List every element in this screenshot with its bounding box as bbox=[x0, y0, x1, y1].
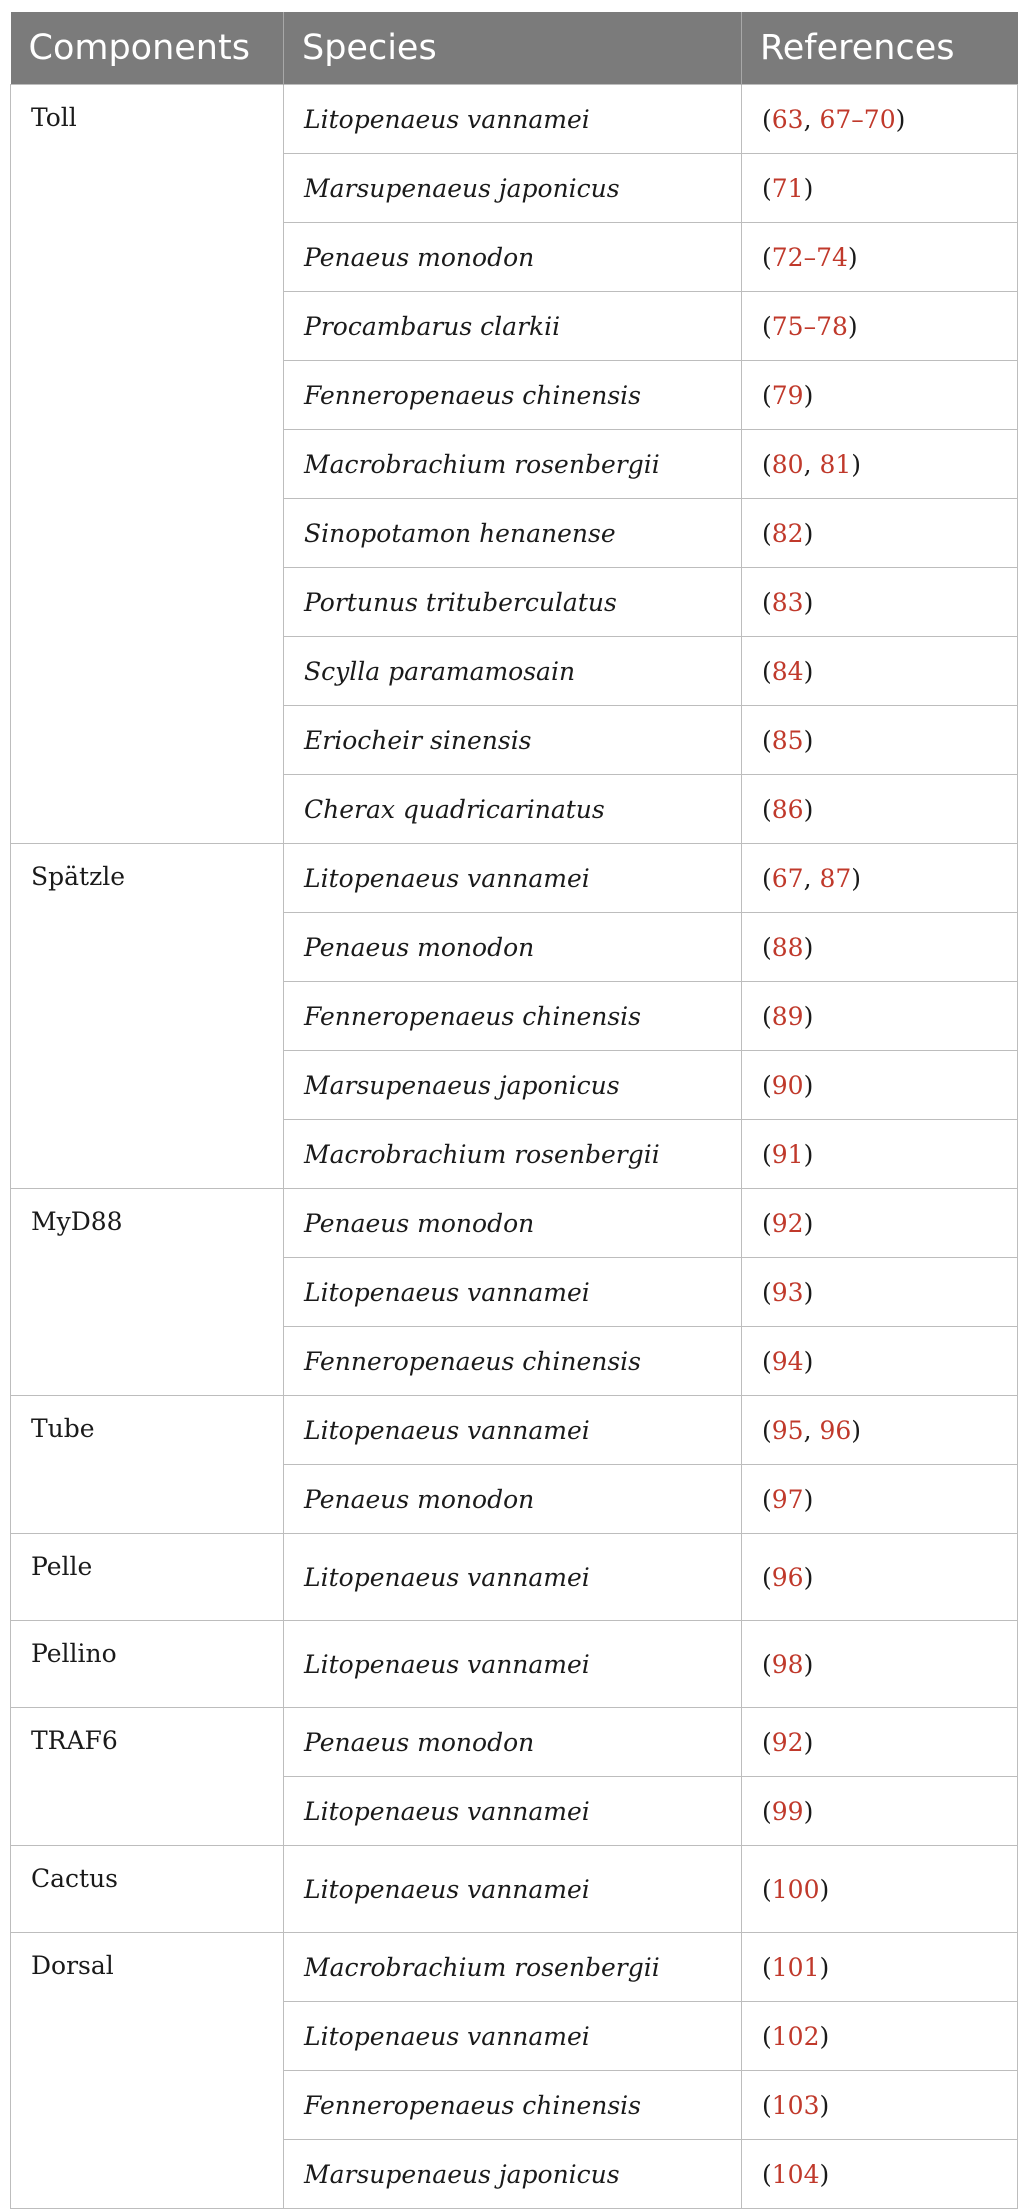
component-cell: Dorsal bbox=[11, 1933, 284, 2209]
table-row bbox=[11, 85, 1018, 154]
components-table-container bbox=[10, 12, 1017, 2209]
close-paren: ) bbox=[819, 2159, 830, 2189]
references-cell bbox=[742, 1189, 1018, 1258]
reference-link[interactable]: 92 bbox=[771, 1208, 804, 1238]
close-paren: ) bbox=[851, 449, 862, 479]
species-cell: Procambarus clarkii bbox=[284, 292, 742, 361]
close-paren: ) bbox=[803, 656, 814, 686]
references-cell bbox=[742, 1846, 1018, 1933]
close-paren: ) bbox=[819, 2021, 830, 2051]
species-cell: Litopenaeus vannamei bbox=[284, 85, 742, 154]
references-cell bbox=[742, 1465, 1018, 1534]
references-cell bbox=[742, 292, 1018, 361]
close-paren: ) bbox=[847, 311, 858, 341]
table-row bbox=[11, 1534, 1018, 1621]
header-species: Species bbox=[284, 12, 742, 85]
open-paren: ( bbox=[762, 1649, 772, 1679]
header-components: Components bbox=[11, 12, 284, 85]
table-row bbox=[11, 1846, 1018, 1933]
open-paren: ( bbox=[762, 449, 772, 479]
close-paren: ) bbox=[803, 1139, 814, 1169]
open-paren: ( bbox=[762, 1562, 772, 1592]
close-paren: ) bbox=[803, 380, 814, 410]
open-paren: ( bbox=[762, 242, 772, 272]
species-cell: Penaeus monodon bbox=[284, 1189, 742, 1258]
references-cell bbox=[742, 913, 1018, 982]
open-paren: ( bbox=[762, 1208, 772, 1238]
close-paren: ) bbox=[803, 1277, 814, 1307]
species-cell: Litopenaeus vannamei bbox=[284, 1777, 742, 1846]
close-paren: ) bbox=[847, 242, 858, 272]
references-cell bbox=[742, 844, 1018, 913]
references-cell bbox=[742, 1120, 1018, 1189]
species-cell: Litopenaeus vannamei bbox=[284, 1534, 742, 1621]
reference-link[interactable]: 99 bbox=[771, 1796, 804, 1826]
open-paren: ( bbox=[762, 1796, 772, 1826]
reference-link[interactable]: 103 bbox=[771, 2090, 820, 2120]
table-row bbox=[11, 1396, 1018, 1465]
species-cell: Litopenaeus vannamei bbox=[284, 1396, 742, 1465]
close-paren: ) bbox=[803, 1796, 814, 1826]
reference-link[interactable]: 100 bbox=[771, 1874, 820, 1904]
close-paren: ) bbox=[819, 2090, 830, 2120]
open-paren: ( bbox=[762, 1415, 772, 1445]
reference-link[interactable]: 96 bbox=[819, 1415, 852, 1445]
component-cell: TRAF6 bbox=[11, 1708, 284, 1846]
open-paren: ( bbox=[762, 1001, 772, 1031]
open-paren: ( bbox=[762, 725, 772, 755]
species-cell: Litopenaeus vannamei bbox=[284, 1846, 742, 1933]
reference-link[interactable]: 87 bbox=[819, 863, 852, 893]
species-cell: Cherax quadricarinatus bbox=[284, 775, 742, 844]
species-cell: Litopenaeus vannamei bbox=[284, 2002, 742, 2071]
reference-link[interactable]: 67 bbox=[771, 863, 804, 893]
close-paren: ) bbox=[803, 1562, 814, 1592]
reference-link[interactable]: 91 bbox=[771, 1139, 804, 1169]
species-cell: Fenneropenaeus chinensis bbox=[284, 2071, 742, 2140]
components-species-references-table bbox=[10, 12, 1018, 2209]
header-references: References bbox=[742, 12, 1018, 85]
reference-link[interactable]: 67–70 bbox=[819, 104, 896, 134]
open-paren: ( bbox=[762, 794, 772, 824]
open-paren: ( bbox=[762, 1346, 772, 1376]
species-cell: Litopenaeus vannamei bbox=[284, 1621, 742, 1708]
open-paren: ( bbox=[762, 380, 772, 410]
open-paren: ( bbox=[762, 1277, 772, 1307]
open-paren: ( bbox=[762, 1139, 772, 1169]
reference-link[interactable]: 80 bbox=[771, 449, 804, 479]
open-paren: ( bbox=[762, 863, 772, 893]
reference-link[interactable]: 101 bbox=[771, 1952, 820, 1982]
open-paren: ( bbox=[762, 587, 772, 617]
open-paren: ( bbox=[762, 2159, 772, 2189]
reference-link[interactable]: 72–74 bbox=[771, 242, 848, 272]
references-cell bbox=[742, 85, 1018, 154]
component-cell: Cactus bbox=[11, 1846, 284, 1933]
species-cell: Fenneropenaeus chinensis bbox=[284, 1327, 742, 1396]
species-cell: Penaeus monodon bbox=[284, 1465, 742, 1534]
species-cell: Fenneropenaeus chinensis bbox=[284, 982, 742, 1051]
species-cell: Scylla paramamosain bbox=[284, 637, 742, 706]
references-cell bbox=[742, 499, 1018, 568]
references-cell bbox=[742, 361, 1018, 430]
reference-link[interactable]: 93 bbox=[771, 1277, 804, 1307]
reference-separator: , bbox=[803, 449, 820, 479]
species-cell: Penaeus monodon bbox=[284, 1708, 742, 1777]
table-row bbox=[11, 1708, 1018, 1777]
references-cell bbox=[742, 1708, 1018, 1777]
species-cell: Macrobrachium rosenbergii bbox=[284, 1120, 742, 1189]
references-cell bbox=[742, 1777, 1018, 1846]
component-cell: Spätzle bbox=[11, 844, 284, 1189]
references-cell bbox=[742, 1621, 1018, 1708]
table-row bbox=[11, 1621, 1018, 1708]
open-paren: ( bbox=[762, 656, 772, 686]
close-paren: ) bbox=[803, 173, 814, 203]
reference-link[interactable]: 90 bbox=[771, 1070, 804, 1100]
reference-link[interactable]: 81 bbox=[819, 449, 852, 479]
open-paren: ( bbox=[762, 518, 772, 548]
close-paren: ) bbox=[819, 1874, 830, 1904]
close-paren: ) bbox=[803, 1208, 814, 1238]
close-paren: ) bbox=[819, 1952, 830, 1982]
species-cell: Fenneropenaeus chinensis bbox=[284, 361, 742, 430]
references-cell bbox=[742, 706, 1018, 775]
open-paren: ( bbox=[762, 2021, 772, 2051]
reference-link[interactable]: 89 bbox=[771, 1001, 804, 1031]
close-paren: ) bbox=[803, 518, 814, 548]
species-cell: Eriocheir sinensis bbox=[284, 706, 742, 775]
references-cell bbox=[742, 1327, 1018, 1396]
open-paren: ( bbox=[762, 1484, 772, 1514]
reference-link[interactable]: 82 bbox=[771, 518, 804, 548]
open-paren: ( bbox=[762, 173, 772, 203]
species-cell: Litopenaeus vannamei bbox=[284, 1258, 742, 1327]
references-cell bbox=[742, 1933, 1018, 2002]
reference-link[interactable]: 96 bbox=[771, 1562, 804, 1592]
references-cell bbox=[742, 154, 1018, 223]
component-cell: Tube bbox=[11, 1396, 284, 1534]
references-cell bbox=[742, 2071, 1018, 2140]
references-cell bbox=[742, 1258, 1018, 1327]
table-header bbox=[11, 12, 1018, 85]
close-paren: ) bbox=[803, 1070, 814, 1100]
table-row bbox=[11, 1933, 1018, 2002]
reference-link[interactable]: 94 bbox=[771, 1346, 804, 1376]
open-paren: ( bbox=[762, 1727, 772, 1757]
reference-link[interactable]: 84 bbox=[771, 656, 804, 686]
close-paren: ) bbox=[803, 725, 814, 755]
close-paren: ) bbox=[851, 1415, 862, 1445]
reference-link[interactable]: 97 bbox=[771, 1484, 804, 1514]
open-paren: ( bbox=[762, 104, 772, 134]
close-paren: ) bbox=[895, 104, 906, 134]
close-paren: ) bbox=[803, 1001, 814, 1031]
component-cell: Pelle bbox=[11, 1534, 284, 1621]
species-cell: Portunus trituberculatus bbox=[284, 568, 742, 637]
close-paren: ) bbox=[803, 587, 814, 617]
reference-link[interactable]: 85 bbox=[771, 725, 804, 755]
reference-link[interactable]: 79 bbox=[771, 380, 804, 410]
references-cell bbox=[742, 1396, 1018, 1465]
references-cell bbox=[742, 223, 1018, 292]
reference-link[interactable]: 98 bbox=[771, 1649, 804, 1679]
references-cell bbox=[742, 430, 1018, 499]
species-cell: Macrobrachium rosenbergii bbox=[284, 430, 742, 499]
references-cell bbox=[742, 775, 1018, 844]
references-cell bbox=[742, 1534, 1018, 1621]
species-cell: Penaeus monodon bbox=[284, 913, 742, 982]
reference-link[interactable]: 95 bbox=[771, 1415, 804, 1445]
species-cell: Penaeus monodon bbox=[284, 223, 742, 292]
table-body bbox=[11, 85, 1018, 2209]
reference-separator: , bbox=[803, 1415, 820, 1445]
table-row bbox=[11, 1189, 1018, 1258]
references-cell bbox=[742, 568, 1018, 637]
component-cell: Pellino bbox=[11, 1621, 284, 1708]
component-cell: MyD88 bbox=[11, 1189, 284, 1396]
open-paren: ( bbox=[762, 1070, 772, 1100]
open-paren: ( bbox=[762, 311, 772, 341]
close-paren: ) bbox=[803, 794, 814, 824]
reference-link[interactable]: 83 bbox=[771, 587, 804, 617]
species-cell: Marsupenaeus japonicus bbox=[284, 1051, 742, 1120]
component-cell: Toll bbox=[11, 85, 284, 844]
open-paren: ( bbox=[762, 1952, 772, 1982]
reference-link[interactable]: 102 bbox=[771, 2021, 820, 2051]
header-row bbox=[11, 12, 1018, 85]
open-paren: ( bbox=[762, 2090, 772, 2120]
species-cell: Sinopotamon henanense bbox=[284, 499, 742, 568]
references-cell bbox=[742, 2140, 1018, 2209]
close-paren: ) bbox=[803, 1649, 814, 1679]
close-paren: ) bbox=[803, 1346, 814, 1376]
species-cell: Macrobrachium rosenbergii bbox=[284, 1933, 742, 2002]
references-cell bbox=[742, 982, 1018, 1051]
open-paren: ( bbox=[762, 1874, 772, 1904]
reference-link[interactable]: 86 bbox=[771, 794, 804, 824]
reference-link[interactable]: 71 bbox=[771, 173, 804, 203]
reference-link[interactable]: 92 bbox=[771, 1727, 804, 1757]
species-cell: Marsupenaeus japonicus bbox=[284, 154, 742, 223]
references-cell bbox=[742, 1051, 1018, 1120]
close-paren: ) bbox=[851, 863, 862, 893]
reference-link[interactable]: 104 bbox=[771, 2159, 820, 2189]
species-cell: Marsupenaeus japonicus bbox=[284, 2140, 742, 2209]
reference-separator: , bbox=[803, 863, 820, 893]
close-paren: ) bbox=[803, 932, 814, 962]
reference-link[interactable]: 75–78 bbox=[771, 311, 848, 341]
open-paren: ( bbox=[762, 932, 772, 962]
species-cell: Litopenaeus vannamei bbox=[284, 844, 742, 913]
references-cell bbox=[742, 637, 1018, 706]
references-cell bbox=[742, 2002, 1018, 2071]
close-paren: ) bbox=[803, 1727, 814, 1757]
table-row bbox=[11, 844, 1018, 913]
close-paren: ) bbox=[803, 1484, 814, 1514]
reference-link[interactable]: 63 bbox=[771, 104, 804, 134]
reference-separator: , bbox=[803, 104, 820, 134]
reference-link[interactable]: 88 bbox=[771, 932, 804, 962]
